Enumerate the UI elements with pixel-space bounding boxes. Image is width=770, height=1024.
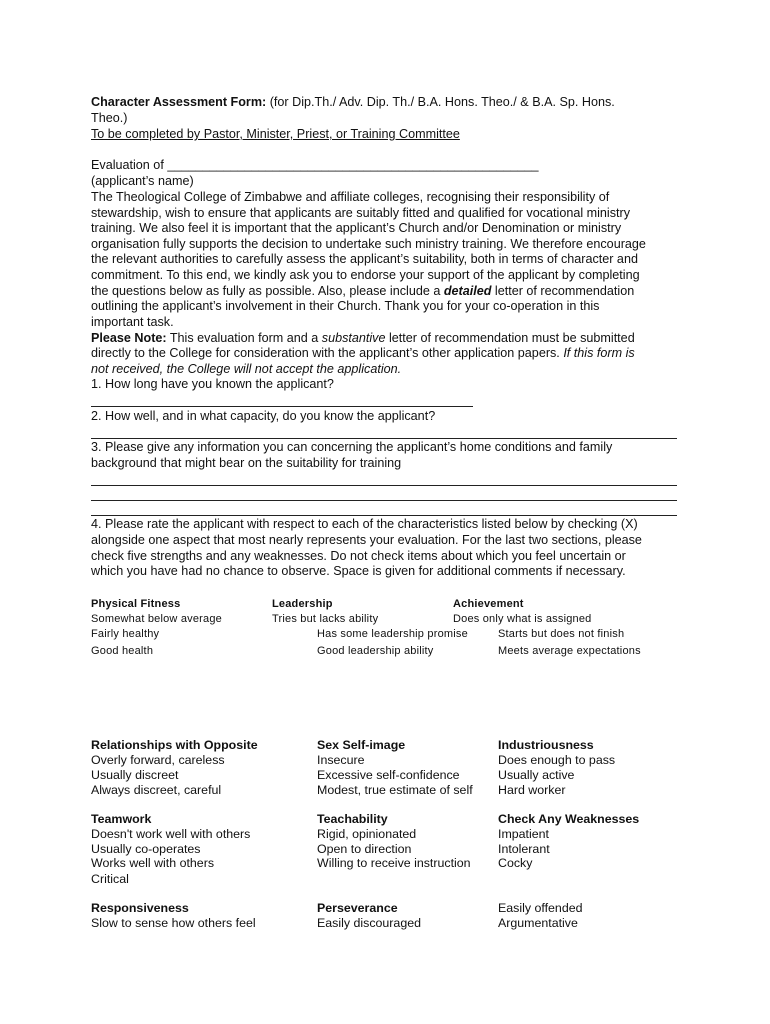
rating-option[interactable]: Slow to sense how others feel — [91, 916, 256, 930]
rating-option[interactable]: Impatient — [498, 827, 549, 841]
answer-line-3[interactable] — [91, 500, 677, 501]
note-label: Please Note: — [91, 331, 167, 345]
weaknesses-heading: Check Any Weaknesses — [498, 812, 640, 826]
rating-option[interactable]: Always discreet, careful — [91, 783, 222, 797]
answer-line-3[interactable] — [91, 485, 677, 486]
note-text: letter of recommendation must be submitted — [385, 331, 635, 345]
question-4: 4. Please rate the applicant with respect to each of the characteristics listed below by checking (X) — [91, 517, 638, 531]
form-title-rest: (for Dip.Th./ Adv. Dip. Th./ B.A. Hons. Theo./ & B.A. Sp. Hons. — [266, 95, 615, 109]
rating-option[interactable]: Has some leadership promise — [317, 628, 468, 640]
note-text: directly to the College for consideration with the applicant’s other application papers. — [91, 346, 564, 360]
note-line — [91, 331, 635, 346]
intro-line7-post: letter of recommendation — [491, 284, 635, 298]
rating-option[interactable]: Easily discouraged — [317, 916, 422, 930]
intro-line: outlining the applicant’s involvement in their Church. Thank you for your co-operation in this — [91, 299, 600, 313]
relationships-heading: Relationships with Opposite — [91, 738, 258, 752]
rating-option[interactable]: Usually active — [498, 768, 575, 782]
note-emphasis: If this form is — [563, 346, 635, 360]
rating-option[interactable]: Good health — [91, 645, 154, 657]
sex-self-image-heading: Sex Self-image — [317, 738, 406, 752]
rating-option[interactable]: Cocky — [498, 856, 533, 870]
responsiveness-heading: Responsiveness — [91, 901, 189, 915]
question-3: 3. Please give any information you can concerning the applicant’s home conditions and family — [91, 440, 613, 454]
physical-fitness-heading: Physical Fitness — [91, 598, 181, 610]
rating-option[interactable]: Open to direction — [317, 842, 412, 856]
rating-option[interactable]: Somewhat below average — [91, 613, 222, 625]
applicant-name-caption: (applicant’s name) — [91, 174, 194, 188]
question-3-cont: background that might bear on the suitability for training — [91, 456, 402, 470]
rating-option[interactable]: Starts but does not finish — [498, 628, 625, 640]
rating-option[interactable]: Easily offended — [498, 901, 583, 915]
achievement-heading: Achievement — [453, 598, 524, 610]
rating-option[interactable]: Insecure — [317, 753, 365, 767]
intro-line: the relevant authorities to carefully assess the applicant’s suitability, both in terms of character and — [91, 252, 638, 266]
leadership-heading: Leadership — [272, 598, 333, 610]
evaluation-of-field[interactable]: Evaluation of _____________________________________________________ — [91, 158, 539, 172]
rating-option[interactable]: Argumentative — [498, 916, 578, 930]
rating-option[interactable]: Good leadership ability — [317, 645, 434, 657]
rating-option[interactable]: Willing to receive instruction — [317, 856, 471, 870]
rating-option[interactable]: Excessive self-confidence — [317, 768, 460, 782]
teachability-heading: Teachability — [317, 812, 388, 826]
question-1: 1. How long have you known the applicant? — [91, 377, 334, 391]
intro-line: stewardship, wish to ensure that applicants are suitably fitted and qualified for vocational ministry — [91, 206, 631, 220]
intro-line — [91, 284, 634, 299]
rating-option[interactable]: Critical — [91, 872, 129, 886]
industriousness-heading: Industriousness — [498, 738, 594, 752]
rating-option[interactable]: Modest, true estimate of self — [317, 783, 473, 797]
note-emphasis: substantive — [321, 331, 386, 345]
rating-option[interactable]: Does only what is assigned — [453, 613, 592, 625]
rating-option[interactable]: Hard worker — [498, 783, 566, 797]
rating-option[interactable]: Works well with others — [91, 856, 215, 870]
rating-option[interactable]: Does enough to pass — [498, 753, 616, 767]
intro-line: organisation fully supports the decision to undertake such ministry training. We therefore encourage — [91, 237, 646, 251]
note-line — [91, 346, 635, 361]
question-4-cont: alongside one aspect that most nearly represents your evaluation. For the last two sections, please — [91, 533, 642, 547]
form-title — [91, 95, 615, 110]
form-subtitle: To be completed by Pastor, Minister, Priest, or Training Committee — [91, 127, 460, 141]
intro-line7-pre: the questions below as fully as possible. Also, please include a — [91, 284, 444, 298]
question-4-cont: check five strengths and any weaknesses. Do not check items about which you feel uncertain or — [91, 549, 626, 563]
answer-line-2[interactable] — [91, 438, 677, 439]
teamwork-heading: Teamwork — [91, 812, 152, 826]
rating-option[interactable]: Meets average expectations — [498, 645, 641, 657]
form-title-line2: Theo.) — [91, 111, 128, 125]
intro-line: The Theological College of Zimbabwe and affiliate colleges, recognising their responsibility of — [91, 190, 610, 204]
question-2: 2. How well, and in what capacity, do you know the applicant? — [91, 409, 436, 423]
rating-option[interactable]: Tries but lacks ability — [272, 613, 379, 625]
rating-option[interactable]: Rigid, opinionated — [317, 827, 417, 841]
intro-line7-emphasis: detailed — [443, 284, 492, 298]
note-text: This evaluation form and a — [166, 331, 322, 345]
intro-line: training. We also feel it is important that the applicant’s Church and/or Denomination or ministry — [91, 221, 622, 235]
rating-option[interactable]: Fairly healthy — [91, 628, 160, 640]
intro-line: commitment. To this end, we kindly ask you to endorse your support of the applicant by completing — [91, 268, 640, 282]
rating-option[interactable]: Intolerant — [498, 842, 550, 856]
perseverance-heading: Perseverance — [317, 901, 398, 915]
note-line: not received, the College will not accept the application. — [91, 362, 402, 376]
question-4-cont: which you have had no chance to observe. Space is given for additional comments if necessary. — [91, 564, 626, 578]
answer-line-3[interactable] — [91, 515, 677, 516]
intro-line: important task. — [91, 315, 174, 329]
rating-option[interactable]: Usually co-operates — [91, 842, 201, 856]
rating-option[interactable]: Overly forward, careless — [91, 753, 225, 767]
rating-option[interactable]: Usually discreet — [91, 768, 179, 782]
rating-option[interactable]: Doesn't work well with others — [91, 827, 251, 841]
answer-line-1[interactable] — [91, 406, 473, 407]
form-title-bold: Character Assessment Form: — [91, 95, 267, 109]
